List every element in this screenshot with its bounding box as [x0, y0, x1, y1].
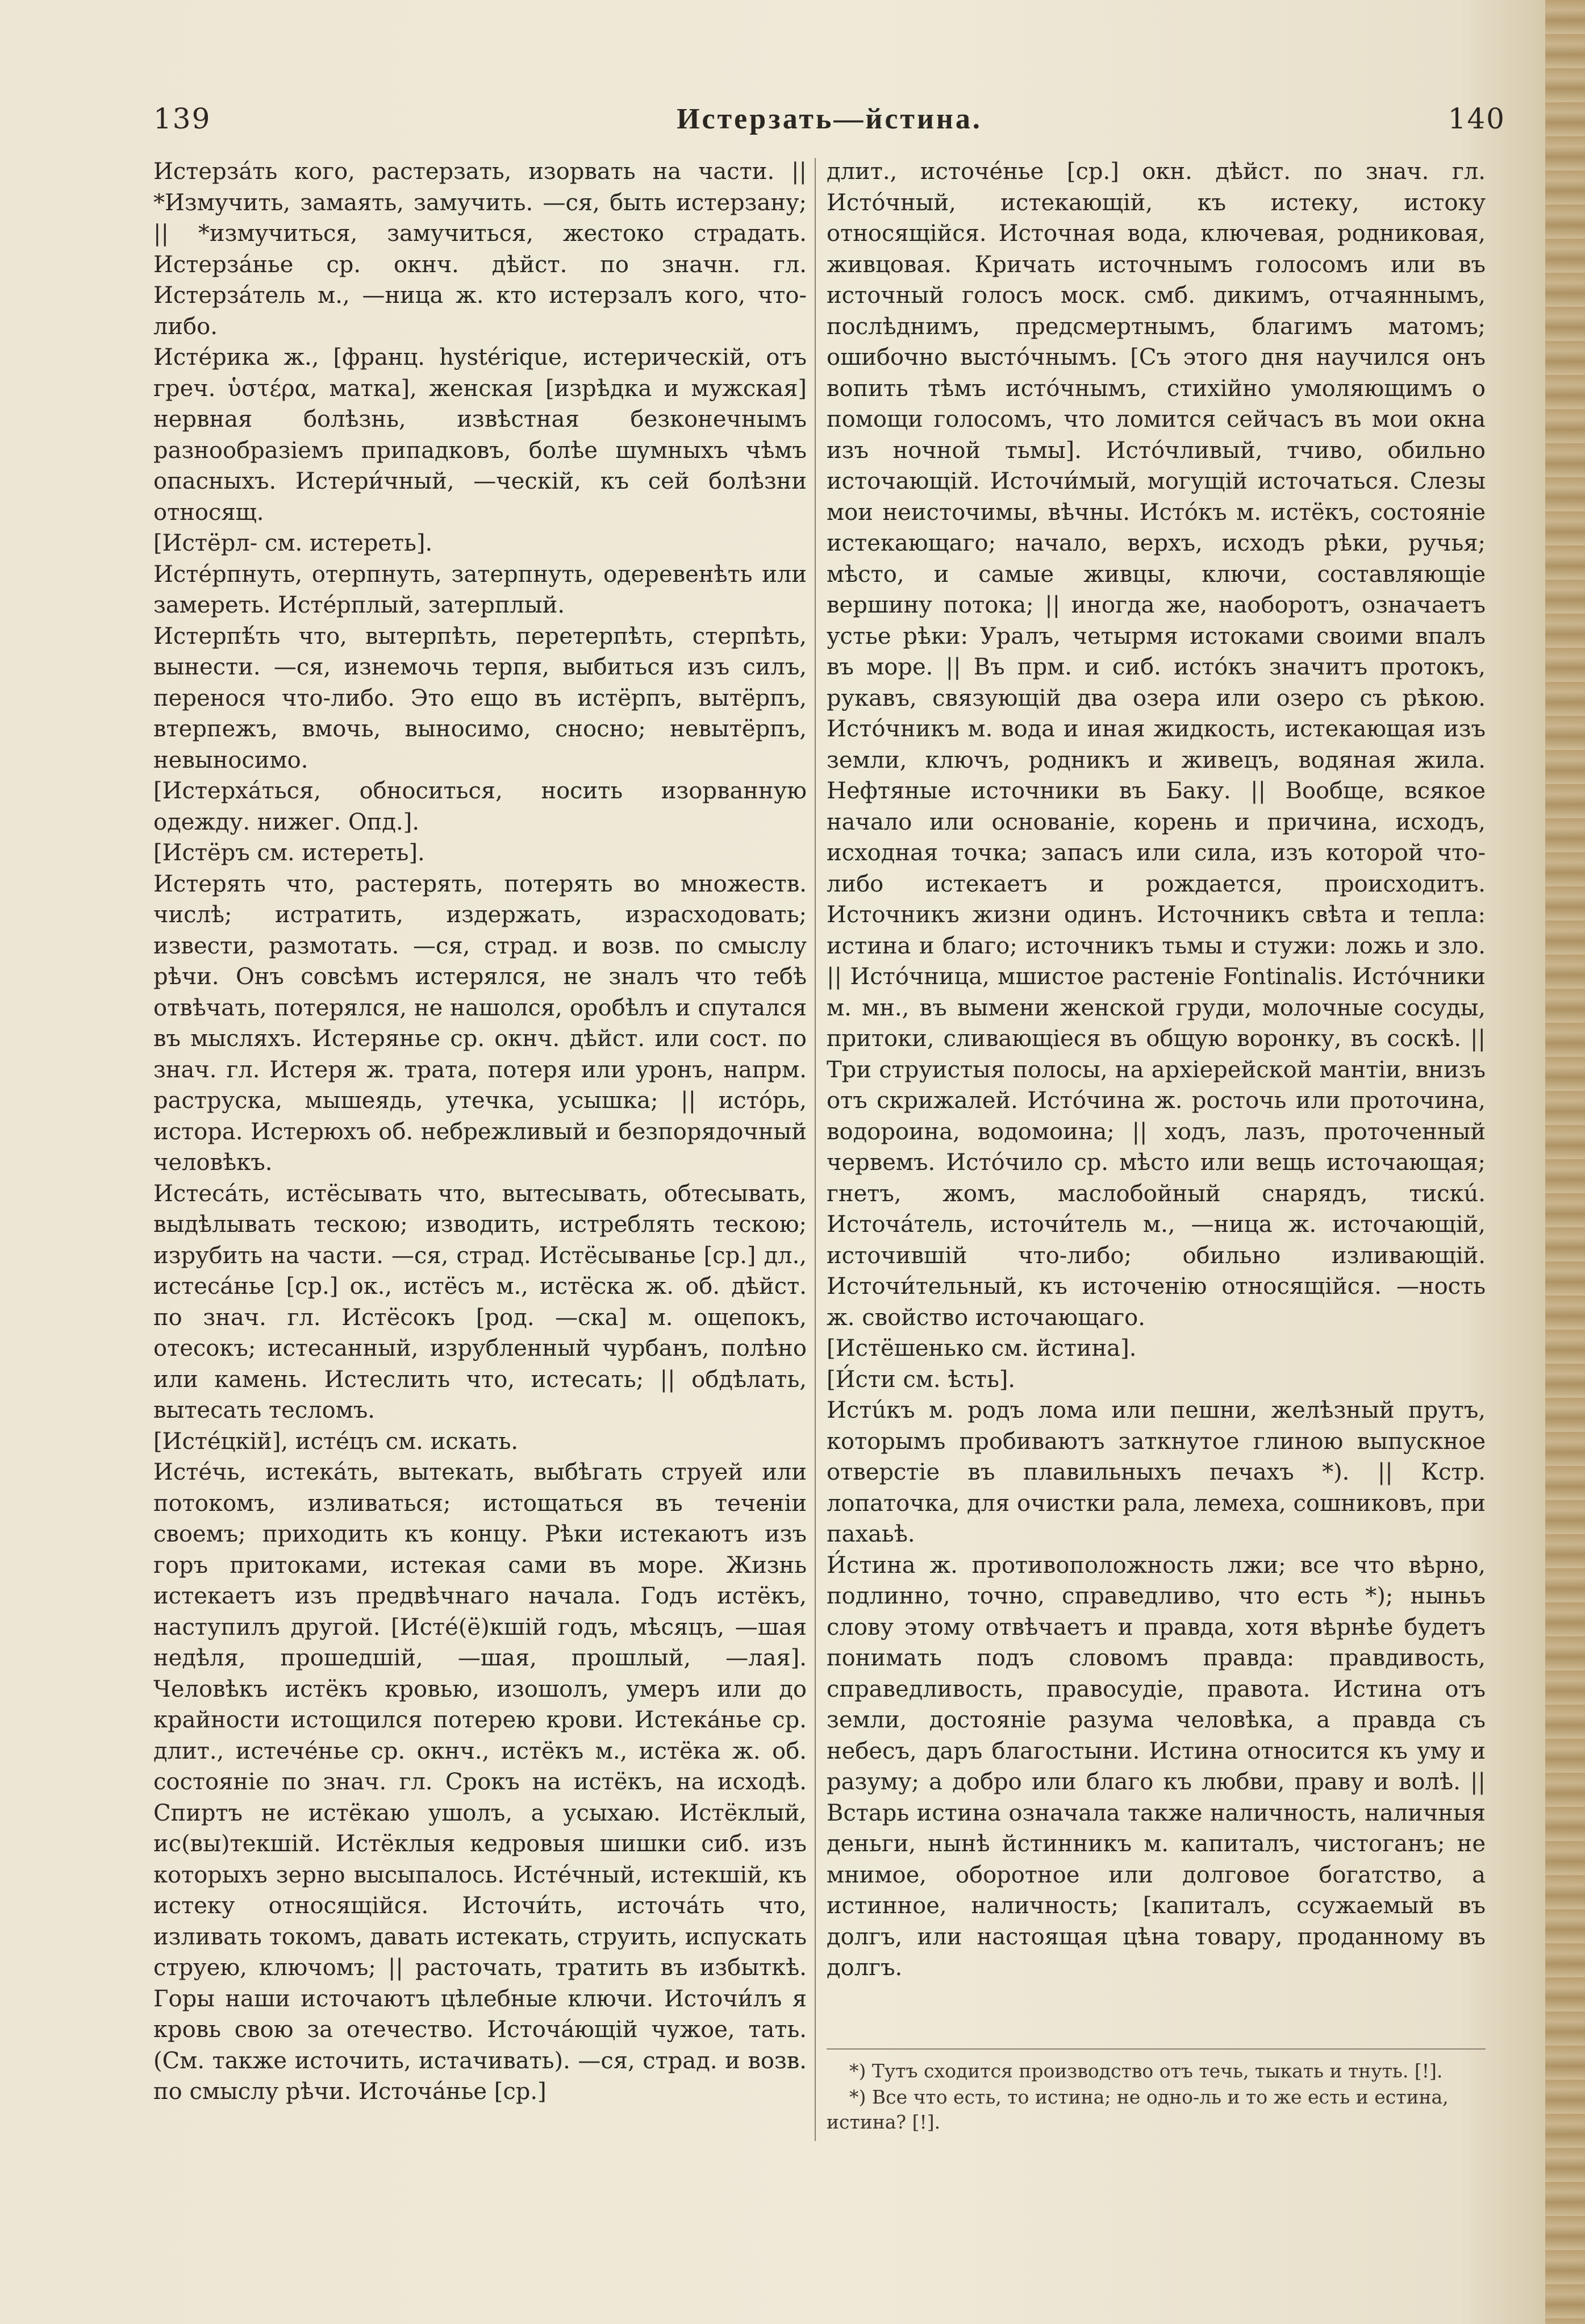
right-column-text: длит., источéнье [ср.] окн. дѣйст. по знач. гл. Истóчный, истекающій, къ истеку, истоку относящійся. Источная вода, ключевая, родниковая, живцовая. Кричать источнымъ голосомъ или въ источный голосъ моск. смб. дикимъ, отчаяннымъ, послѣднимъ, предсмертнымъ, благимъ матомъ; ошибочно выстóчнымъ. [Съ этого дня научился онъ вопить тѣмъ истóчнымъ, стихійно умоляющимъ о помощи голосомъ, что ломится сейчасъ въ мои окна изъ ночной тьмы]. Истóчливый, тчиво, обильно источающій. Источи́мый, могущій источаться. Слезы мои неисточимы, вѣчны. Истóкъ м. истёкъ, состояніе истекающаго; начало, верхъ, исходъ рѣки, ручья; мѣсто, и самые живцы, ключи, составляющіе вершину потока; || иногда же, наоборотъ, означаетъ устье рѣки: Уралъ, четырмя истоками своими впалъ въ море. || Въ прм. и сиб. истóкъ значитъ протокъ, рукавъ, связующій два озера или озеро съ рѣкою. Истóчникъ м. вода и иная жидкость, истекающая изъ земли, ключъ, родникъ и живецъ, водяная жила. Нефтяные источники въ Баку. || Вообще, всякое начало или основаніе, корень и причина, исходъ, исходная точка; запасъ или сила, изъ которой что-либо истекаетъ и рождается, происходитъ. Источникъ жизни одинъ. Источникъ свѣта и тепла: истина и благо; источникъ тьмы и стужи: ложь и зло. || Истóчница, мшистое растеніе Fontinalis. Истóчники м. мн., въ вымени женской груди, молочные сосуды, притоки, сливающіеся въ общую воронку, въ соскѣ. || Три струистыя полосы, на архіерейской мантіи, внизъ отъ скрижалей. Истóчина ж. росточь или проточина, водороина, водомоина; || ходъ, лазъ, проточенный червемъ. Истóчило ср. мѣсто или вещь источающая; гнетъ, жомъ, маслобойный снарядъ, тискú. Источáтель, источи́тель м., —ница ж. источающій, источившій что-либо; обильно изливающій. Источи́тельный, къ источенію относящійся. —ность ж. свойство источающаго. [Истёшенько см. йстина]. [И́сти см. ѣсть]. Истúкъ м. родъ лома или пешни, желѣзный прутъ, которымъ пробиваютъ заткнутое глиною выпускное отверстіе въ плавильныхъ печахъ *). || Кстр. лопаточка, для очистки рала, лемеха, сошниковъ, при пахаьѣ. И́стина ж. противоположность лжи; все что вѣрно, подлинно, точно, справедливо, что есть *); ныньъ слову этому отвѣчаетъ и правда, хотя вѣрнѣе будетъ понимать подъ словомъ правда: правдивость, справедливость, правосудіе, правота. Истина отъ земли, достояніе разума человѣка, а правда съ небесъ, даръ благостыни. Истина относится къ уму и разуму; а добро или благо къ любви, праву и волѣ. || Встарь истина означала также наличность, наличныя деньги, нынѣ йстинникъ м. капиталъ, чистоганъ; не мнимое, оборотное или долговое богатство, а истинное, наличность; [капиталъ, ссужаемый въ долгъ, или настоящая цѣна товару, проданному въ долгъ. [827, 159, 1486, 1981]
footnotes [827, 2048, 1486, 2136]
right-column [827, 156, 1486, 1981]
left-column-text: Истерзáть кого, растерзать, изорвать на части. || *Измучить, замаять, замучить. —ся, быть истерзану; || *измучиться, замучиться, жестоко страдать. Истерзáнье ср. окнч. дѣйст. по значн. гл. Истерзáтель м., —ница ж. кто истерзалъ кого, что-либо. Истéрика ж., [франц. hystérique, истерическій, отъ греч. ὑστέρα, матка], женская [изрѣдка и мужская] нервная болѣзнь, извѣстная безконечнымъ разнообразіемъ припадковъ, болѣе шумныхъ чѣмъ опасныхъ. Истери́чный, —ческій, къ сей болѣзни относящ. [Истёрл- см. истереть]. Истéрпнуть, отерпнуть, затерпнуть, одеревенѣть или замереть. Истéрплый, затерплый. Истерпѣ́ть что, вытерпѣть, перетерпѣть, стерпѣть, вынести. —ся, изнемочь терпя, выбиться изъ силъ, перенося что-либо. Это ещо въ истёрпъ, вытёрпъ, втерпежъ, вмочь, выносимо, сносно; невытёрпъ, невыносимо. [Истерхáться, обноситься, носить изорванную одежду. нижег. Опд.]. [Истёръ см. истереть]. Истерять что, растерять, потерять во множеств. числѣ; истратить, издержать, израсходовать; извести, размотать. —ся, страд. и возв. по смыслу рѣчи. Онъ совсѣмъ истерялся, не зналъ что тебѣ отвѣчать, потерялся, не нашолся, оробѣлъ и спутался въ мысляхъ. Истерянье ср. окнч. дѣйст. или сост. по знач. гл. Истеря ж. трата, потеря или уронъ, напрм. раструска, мышеядь, утечка, усышка; || истóрь, истора. Истерюхъ об. небрежливый и безпорядочный человѣкъ. Истесáть, истёсывать что, вытесывать, обтесывать, выдѣлывать тескою; изводить, истреблять тескою; изрубить на части. —ся, страд. Истёсыванье [ср.] дл., истесáнье [ср.] ок., истёсъ м., истёска ж. об. дѣйст. по знач. гл. Истёсокъ [род. —ска] м. ощепокъ, отесокъ; истесанный, изрубленный чурбанъ, полѣно или камень. Истеслить что, истесать; || обдѣлать, вытесать тесломъ. [Истéцкій], истéцъ см. искать. Истéчь, истекáть, вытекать, выбѣгать струей или потокомъ, изливаться; истощаться въ теченіи своемъ; приходить къ концу. Рѣки истекаютъ изъ горъ притоками, истекая сами въ море. Жизнь истекаетъ изъ предвѣчнаго начала. Годъ истёкъ, наступилъ другой. [Истé(ё)кшій годъ, мѣсяцъ, —шая недѣля, прошедшій, —шая, прошлый, —лая]. Человѣкъ истёкъ кровью, изошолъ, умеръ или до крайности истощился потерею крови. Истекáнье ср. длит., истечéнье ср. окнч., истёкъ м., истёка ж. об. состояніе по знач. гл. Срокъ на истёкъ, на исходѣ. Спиртъ не истёкаю ушолъ, а усыхаю. Истёклый, ис(вы)текшій. Истёклыя кедровыя шишки сиб. изъ которыхъ зерно высыпалось. Истéчный, истекшій, къ истеку относящійся. Источи́ть, источáть что, изливать токомъ, давать истекать, струить, испускать струею, ключомъ; || расточать, тратить въ избыткѣ. Горы наши источаютъ цѣлебные ключи. Источи́лъ я кровь свою за отечество. Источáющій чужое, тать. (См. также источить, истачивать). —ся, страд. и возв. по смыслу рѣчи. Источáнье [ср.] [153, 159, 807, 2105]
footnote: *) Тутъ сходится производство отъ течь, тыкать и тнуть. [!]. [849, 2060, 1443, 2082]
running-title: Истерзать—йстина. [677, 103, 982, 135]
right-page-number: 140 [1448, 102, 1505, 135]
column-divider [815, 158, 816, 2141]
page-header [153, 102, 1562, 153]
book-spine-shadow [1545, 0, 1585, 2324]
left-column [153, 156, 807, 2179]
footnote-rule [827, 2048, 1486, 2050]
footnote: *) Все что есть, то истина; не одно-ль и то же есть и естина, истина? [!]. [827, 2086, 1449, 2133]
left-page-number: 139 [153, 102, 211, 135]
